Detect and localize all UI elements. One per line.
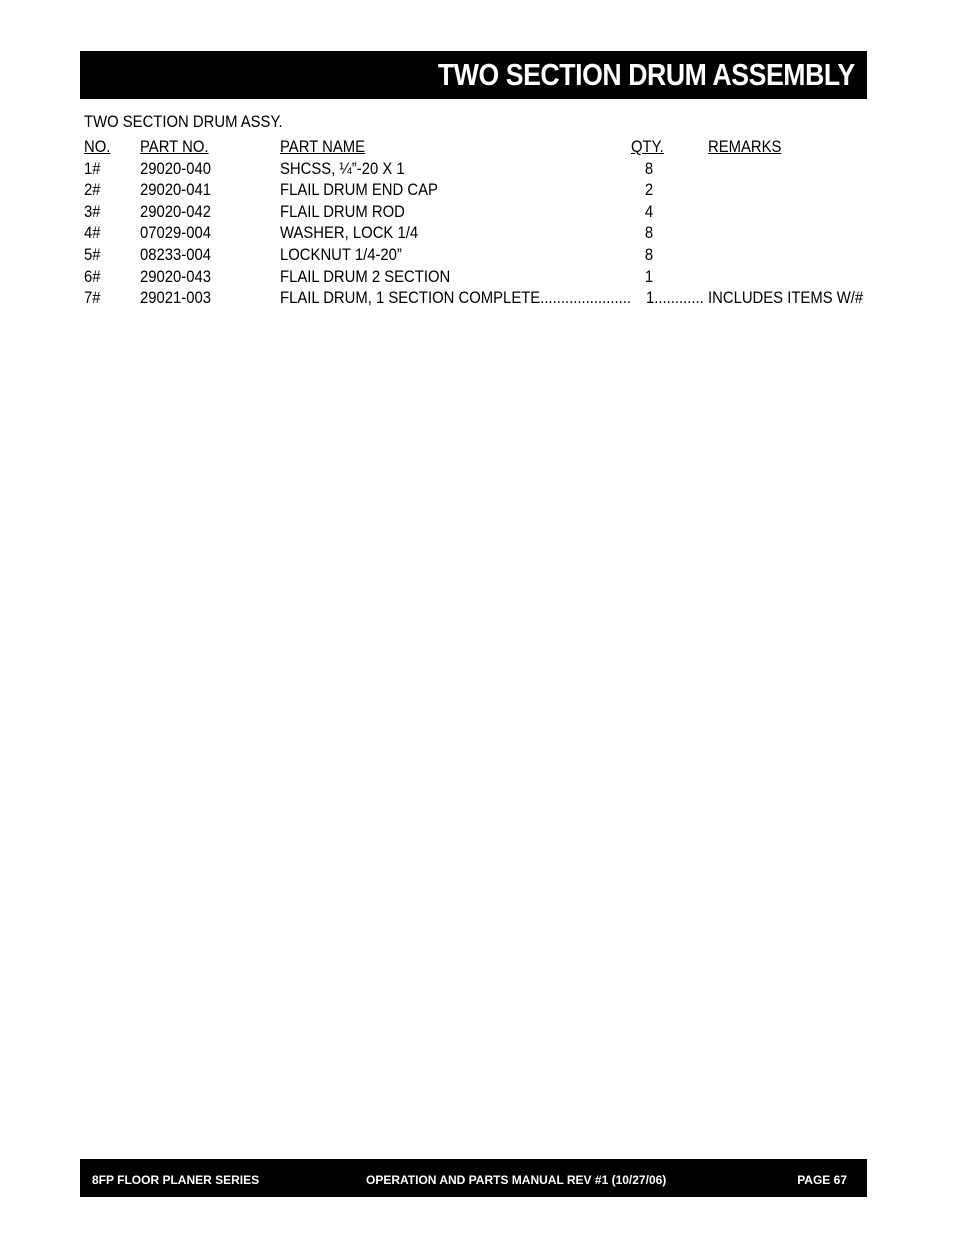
footer-series-name: 8FP FLOOR PLANER SERIES [92,1173,260,1187]
table-row [0,289,954,311]
item-no: 3# [84,202,101,221]
quantity: 1............ [646,289,704,308]
page-header-bar [80,51,867,99]
table-row [0,268,954,290]
table-header-row [0,138,954,160]
quantity: 1 [644,267,654,286]
footer-page-number: PAGE 67 [797,1173,847,1187]
item-no: 4# [84,224,101,243]
table-row [0,181,954,203]
part-name: FLAIL DRUM 2 SECTION [280,267,451,286]
part-number: 08233-004 [140,245,212,264]
column-header-remarks: REMARKS [708,138,782,156]
column-header-part-name: PART NAME [280,138,366,156]
parts-table [0,138,954,311]
part-number: 07029-004 [140,224,212,243]
part-name: LOCKNUT 1/4-20” [280,245,402,264]
column-header-part-no: PART NO. [140,138,209,156]
part-name: FLAIL DRUM END CAP [280,181,438,200]
part-number: 29021-003 [140,289,212,308]
page-title: TWO SECTION DRUM ASSEMBLY [438,57,855,92]
part-number: 29020-042 [140,202,212,221]
table-row [0,203,954,225]
table-row [0,224,954,246]
item-no: 7# [84,289,101,308]
table-row [0,160,954,182]
part-number: 29020-041 [140,181,212,200]
column-header-no: NO. [84,138,111,156]
item-no: 1# [84,159,101,178]
section-label: TWO SECTION DRUM ASSY. [84,113,283,131]
page-footer-bar [80,1159,867,1197]
quantity: 8 [644,245,654,264]
part-number: 29020-043 [140,267,212,286]
footer-manual-title: OPERATION AND PARTS MANUAL REV #1 (10/27/06) [366,1173,667,1187]
item-no: 5# [84,245,101,264]
quantity: 2 [644,181,654,200]
table-row [0,246,954,268]
part-number: 29020-040 [140,159,212,178]
item-no: 2# [84,181,101,200]
quantity: 4 [644,202,654,221]
part-name: FLAIL DRUM ROD [280,202,405,221]
part-name: FLAIL DRUM, 1 SECTION COMPLETE...................... [280,289,631,308]
item-no: 6# [84,267,101,286]
column-header-qty: QTY. [631,138,664,156]
remarks: INCLUDES ITEMS W/# [708,289,864,308]
part-name: SHCSS, ¼”-20 X 1 [280,159,405,178]
part-name: WASHER, LOCK 1/4 [280,224,419,243]
quantity: 8 [644,224,654,243]
quantity: 8 [644,159,654,178]
